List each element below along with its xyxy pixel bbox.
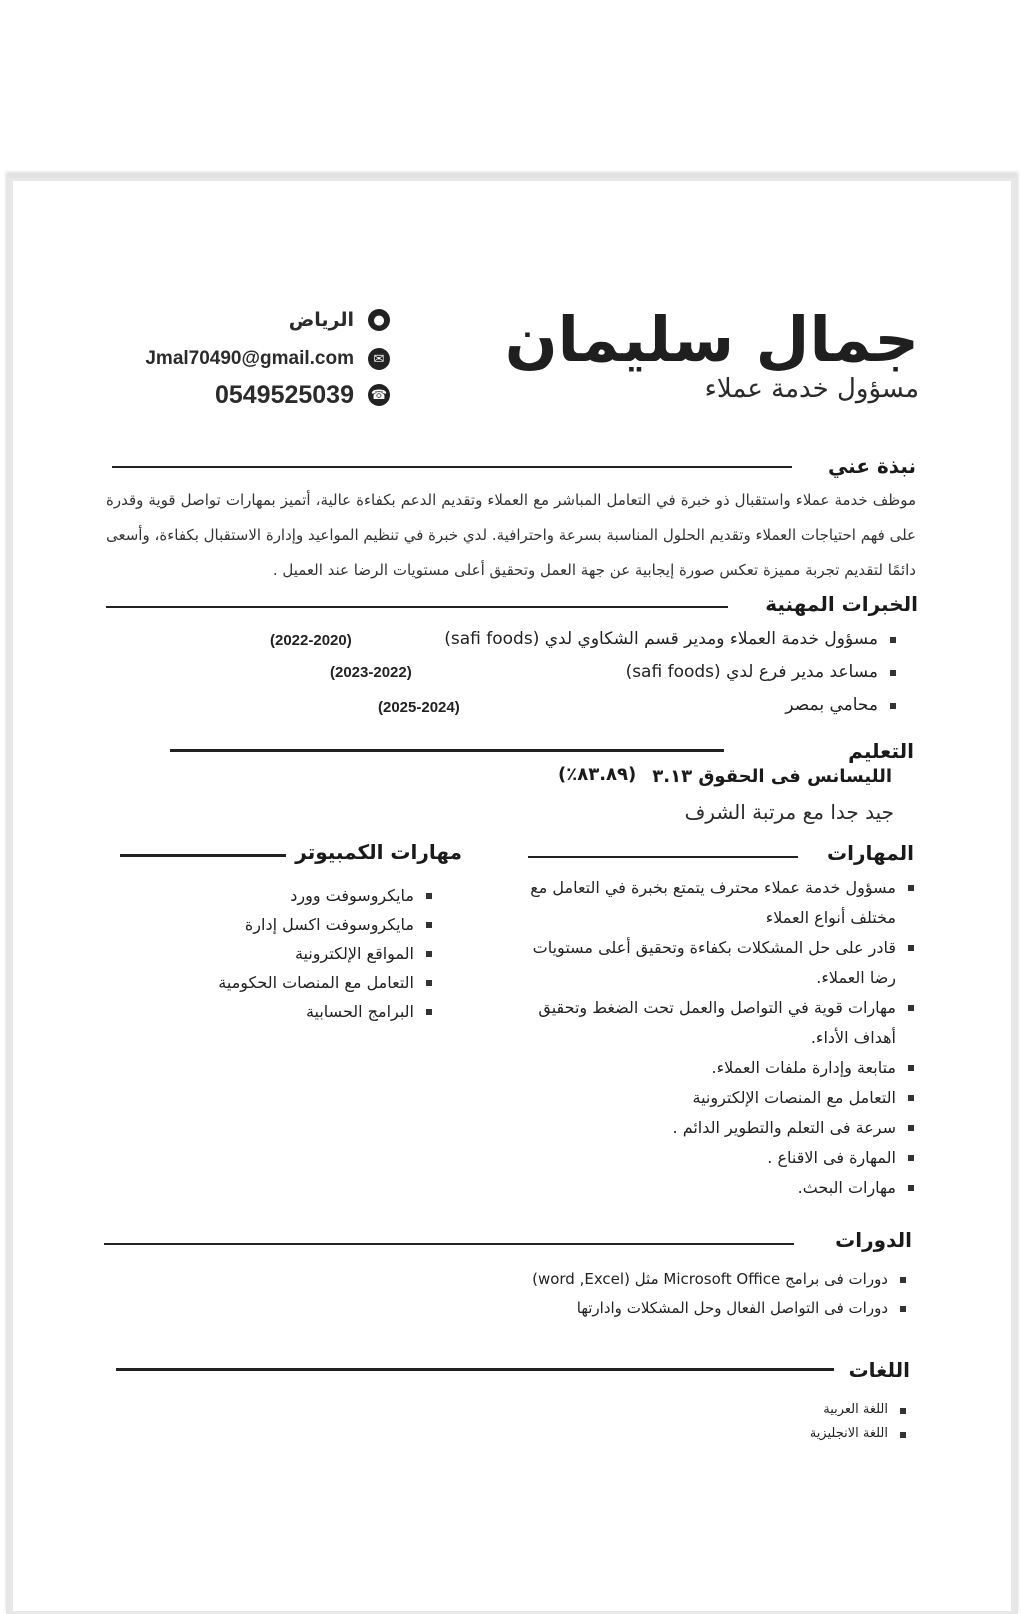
education-grade: جيد جدا مع مرتبة الشرف <box>684 800 894 824</box>
courses-list <box>346 1265 906 1323</box>
experience-item: محامي بمصر <box>376 689 896 722</box>
education-gpa: (٨٣.٨٩٪) <box>558 764 637 785</box>
location-pin-icon: ● <box>368 309 390 331</box>
experience-title: الخبرات المهنية <box>765 592 918 616</box>
contact-phone <box>10 380 390 410</box>
contact-email <box>10 344 390 374</box>
skill-item: قادر على حل المشكلات بكفاءة وتحقيق أعلى مستويات رضا العملاء. <box>524 933 914 993</box>
experience-item: مساعد مدير فرع لدي (safi foods) <box>376 656 896 689</box>
computer-skill-item: مايكروسوفت وورد <box>172 881 432 910</box>
computer-skill-item: المواقع الإلكترونية <box>172 939 432 968</box>
about-text: موظف خدمة عملاء واستقبال ذو خبرة في التعامل المباشر مع العملاء وتقديم الدعم بكفاءة عالية، أتميز بمهارات تواصل قوية وقدرة على فهم احتياجات العملاء وتقديم الحلول المناسبة بسرعة واحترافية. لدي خبرة في تنظيم المواعيد وإدارة الاستقبال بكفاءة، وأسعى دائمًا لتقديم تجربة مميزة تعكس صورة إيجابية عن جهة العمل وتحقيق أعلى مستويات الرضا عند العميل . <box>106 491 916 579</box>
education-divider <box>170 749 724 752</box>
language-item: اللغة العربية <box>706 1398 906 1422</box>
languages-title: اللغات <box>848 1358 910 1382</box>
candidate-role: مسؤول خدمة عملاء <box>704 374 919 404</box>
contact-location <box>10 305 390 335</box>
languages-list <box>706 1398 906 1446</box>
computer-skill-item: البرامج الحسابية <box>172 997 432 1026</box>
skill-item: مسؤول خدمة عملاء محترف يتمتع بخبرة في التعامل مع مختلف أنواع العملاء <box>524 873 914 933</box>
courses-title: الدورات <box>835 1228 912 1252</box>
phone-icon: ☎ <box>368 384 390 406</box>
experience-date: (2023-2022) <box>330 664 412 681</box>
skill-item: المهارة فى الاقناع . <box>524 1143 914 1173</box>
experience-date: (2022-2020) <box>270 632 352 649</box>
computer-skill-item: التعامل مع المنصات الحكومية <box>172 968 432 997</box>
skill-item: مهارات البحث. <box>524 1173 914 1203</box>
experience-divider <box>106 606 728 608</box>
phone-text[interactable]: 0549525039 <box>214 380 354 409</box>
about-divider <box>112 466 792 468</box>
courses-divider <box>104 1243 794 1245</box>
envelope-icon: ✉ <box>368 348 390 370</box>
course-item: دورات فى التواصل الفعال وحل المشكلات وادارتها <box>346 1294 906 1323</box>
education-title: التعليم <box>848 739 914 763</box>
course-item: دورات فى برامج Microsoft Office مثل (word ,Excel) <box>346 1265 906 1294</box>
resume-page <box>6 174 1018 1614</box>
email-text[interactable]: Jmal70490@gmail.com <box>145 348 354 369</box>
skill-item: سرعة فى التعلم والتطوير الدائم . <box>524 1113 914 1143</box>
languages-divider <box>116 1368 834 1371</box>
skill-item: متابعة وإدارة ملفات العملاء. <box>524 1053 914 1083</box>
education-degree: الليسانس فى الحقوق ٣.١٣ <box>652 766 892 787</box>
skills-list <box>524 873 914 1203</box>
skills-divider <box>528 856 798 858</box>
experience-item: مسؤول خدمة العملاء ومدير قسم الشكاوي لدي (safi foods) <box>376 623 896 656</box>
language-item: اللغة الانجليزية <box>706 1422 906 1446</box>
skill-item: مهارات قوية في التواصل والعمل تحت الضغط وتحقيق أهداف الأداء. <box>524 993 914 1053</box>
skill-item: التعامل مع المنصات الإلكترونية <box>524 1083 914 1113</box>
skills-title: المهارات <box>827 841 914 865</box>
city-text: الرياض <box>288 309 354 331</box>
candidate-name: جمال سليمان <box>504 303 919 376</box>
computer-skill-item: مايكروسوفت اكسل إدارة <box>172 910 432 939</box>
about-title: نبذة عني <box>827 454 916 478</box>
computer-skills-divider <box>120 854 286 857</box>
experience-date: (2025-2024) <box>378 699 460 716</box>
computer-skills-list <box>172 881 432 1026</box>
computer-skills-title: مهارات الكمبيوتر <box>295 840 462 864</box>
